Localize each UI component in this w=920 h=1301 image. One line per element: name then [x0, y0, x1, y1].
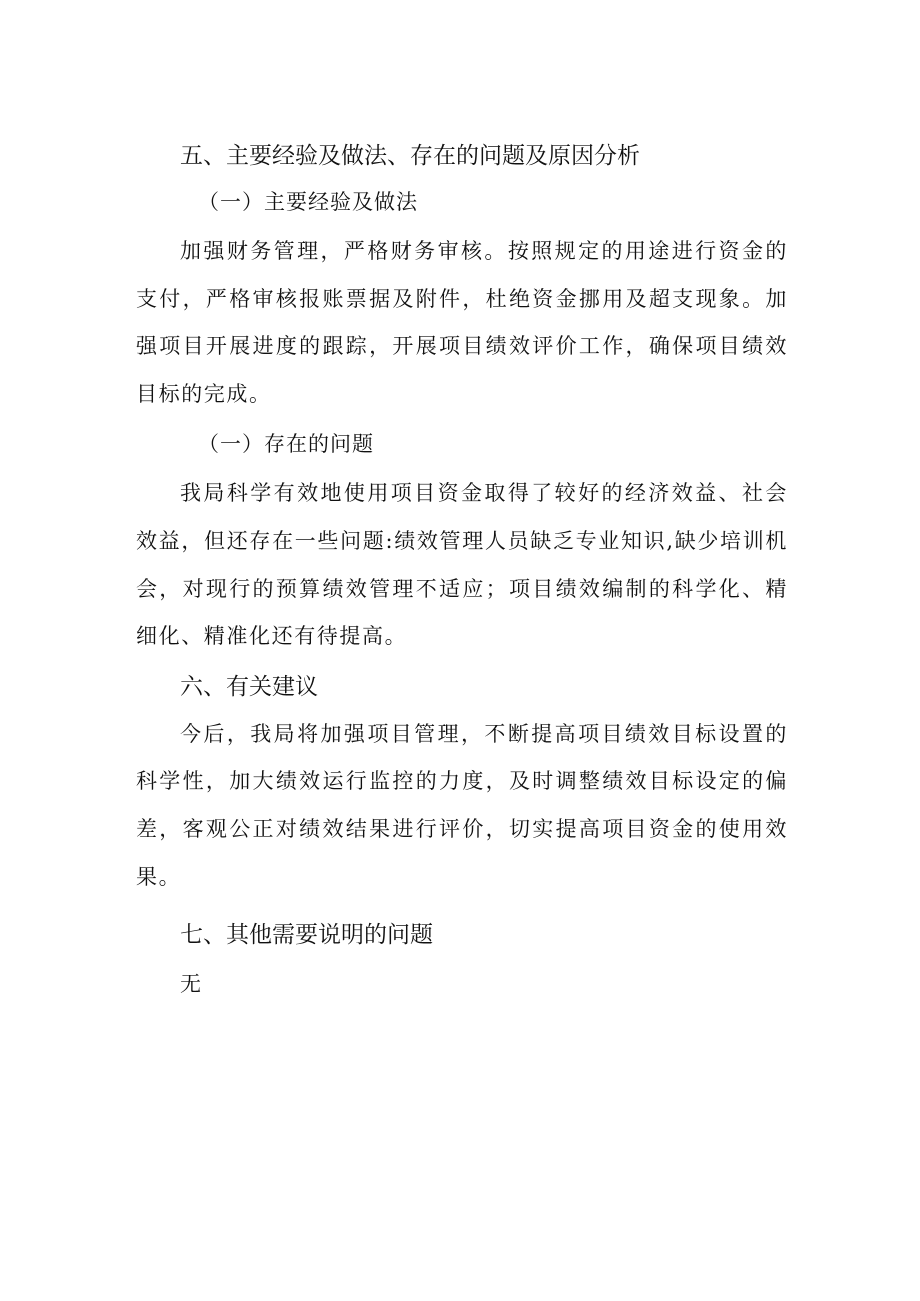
- subheading-experience: （一）主要经验及做法: [198, 190, 418, 214]
- paragraph-suggestions: 今后，我局将加强项目管理，不断提高项目绩效目标设置的科学性，加大绩效运行监控的力度，及时调整绩效目标设定的偏差，客观公正对绩效结果进行评价，切实提高项目资金的使用效果。: [136, 721, 788, 889]
- paragraph-experience: 加强财务管理，严格财务审核。按照规定的用途进行资金的支付，严格审核报账票据及附件，杜绝资金挪用及超支现象。加强项目开展进度的跟踪，开展项目绩效评价工作，确保项目绩效目标的完成。: [136, 239, 788, 406]
- section-heading-7: 七、其他需要说明的问题: [180, 922, 433, 949]
- section-heading-5: 五、主要经验及做法、存在的问题及原因分析: [180, 143, 640, 169]
- section-heading-6: 六、有关建议: [180, 673, 318, 700]
- document-body: [136, 136, 788, 1009]
- paragraph-other: 无: [180, 972, 203, 997]
- subheading-problems: （一）存在的问题: [198, 432, 374, 457]
- paragraph-problems: 我局科学有效地使用项目资金取得了较好的经济效益、社会效益，但还存在一些问题:绩效管理人员缺乏专业知识,缺少培训机会，对现行的预算绩效管理不适应；项目绩效编制的科学化、精细化、精准化还有待提高。: [136, 481, 788, 649]
